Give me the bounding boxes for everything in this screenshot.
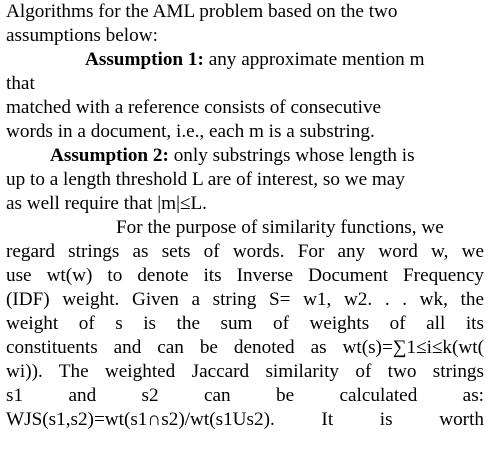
assumption-1-label: Assumption 1:	[85, 49, 204, 70]
document-page	[6, 0, 484, 432]
text-line: constituents and can be denoted as wt(s)=∑1≤i≤k(wt(	[6, 337, 484, 358]
text-line: regard strings as sets of words. For any word w, we	[6, 241, 484, 262]
text-line: (IDF) weight. Given a string S= w1, w2. . . wk, the	[6, 289, 484, 310]
text-line: weight of s is the sum of weights of all its	[6, 313, 484, 334]
text-line: up to a length threshold L are of interest, so we may	[6, 169, 405, 190]
text-line: WJS(s1,s2)=wt(s1∩s2)/wt(s1Us2). It is worth	[6, 409, 484, 430]
text-line: use wt(w) to denote its Inverse Document Frequency	[6, 265, 484, 286]
assumption-1-line	[6, 48, 484, 72]
text-line: as well require that |m|≤L.	[6, 193, 207, 214]
text-line: s1 and s2 can be calculated as:	[6, 385, 484, 406]
text-line: words in a document, i.e., each m is a substring.	[6, 121, 375, 142]
text-line: Algorithms for the AML problem based on the two	[6, 1, 398, 22]
assumption-1-text: any approximate mention m	[203, 49, 425, 70]
text-line: assumptions below:	[6, 25, 158, 46]
assumption-2-text: only substrings whose length is	[168, 145, 415, 166]
paragraph-indent-line: For the purpose of similarity functions, we	[116, 217, 444, 238]
text-line: that	[6, 73, 35, 94]
assumption-2-line	[6, 144, 484, 168]
text-line: matched with a reference consists of consecutive	[6, 97, 382, 118]
assumption-2-label: Assumption 2:	[50, 145, 169, 166]
text-line: wi)). The weighted Jaccard similarity of two strings	[6, 361, 484, 382]
